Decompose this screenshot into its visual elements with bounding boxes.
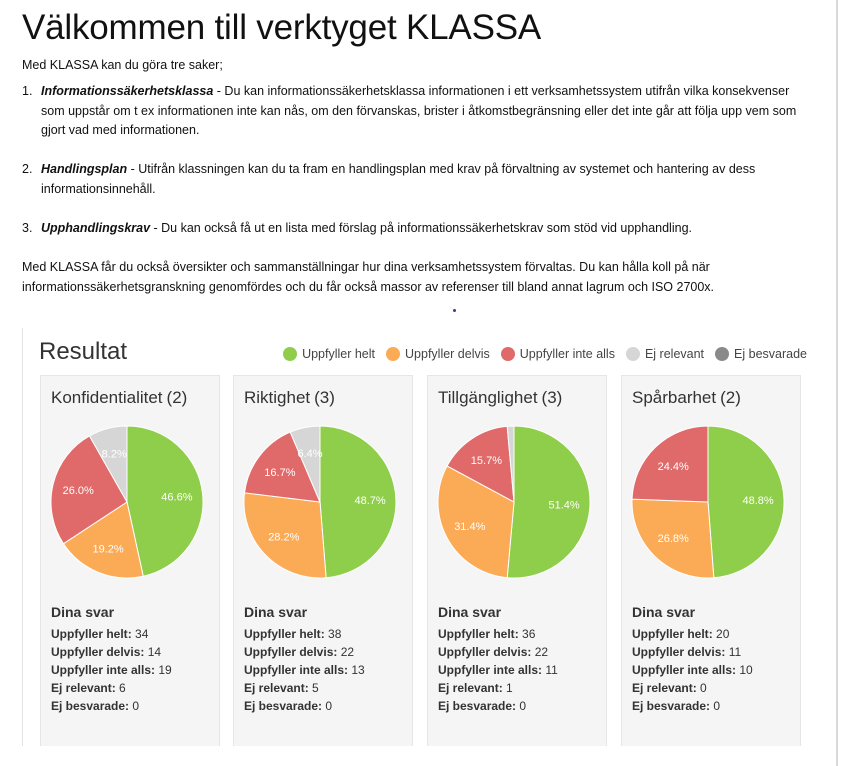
card-title-text: Tillgänglighet: [438, 388, 538, 407]
answer-value: 0: [325, 699, 333, 713]
answer-row-uppfyller-helt: [51, 625, 172, 643]
answer-value: 10: [739, 663, 753, 677]
answers-list: [438, 625, 558, 715]
card-title: [632, 388, 741, 408]
answer-row-ej-relevant: [632, 679, 753, 697]
legend-label: Uppfyller helt: [302, 347, 376, 361]
answer-value: 0: [713, 699, 721, 713]
card-count: (2): [720, 388, 741, 407]
answer-value: 36: [522, 627, 536, 641]
answer-row-ej-relevant: [244, 679, 365, 697]
pie-data-label: 26.8%: [657, 533, 689, 546]
feature-description: - Utifrån klassningen kan du ta fram en handlingsplan med krav på förvaltning av systemet och hantering av dess informationsinnehåll.: [41, 162, 756, 196]
pie-data-label: 8.2%: [101, 448, 127, 461]
pie-chart-riktighet[interactable]: [242, 424, 406, 588]
answer-value: 11: [728, 645, 742, 659]
card-title: [438, 388, 562, 408]
answer-value: 13: [351, 663, 365, 677]
answer-row-ej-besvarade: [244, 697, 365, 715]
answers-title: Dina svar: [51, 604, 115, 620]
answer-row-uppfyller-inte-alls: [244, 661, 365, 679]
card-sparbarhet: [621, 375, 801, 746]
answer-label: Ej besvarade :: [244, 699, 322, 713]
feature-description: - Du kan också få ut en lista med förslag på informationssäkerhetskrav som stöd vid upphandling.: [150, 220, 692, 235]
feature-description: - Du kan informationssäkerhetsklassa informationen i ett verksamhetssystem utifrån vilka konsekvenser som uppstår om t ex informationen inte kan nås, om den förvanskas, brister i åtkomstbegränsning eller det inte går att följa upp vem som gjort vad med informationen.: [41, 84, 797, 137]
legend-swatch: [501, 347, 515, 361]
card-title: [51, 388, 187, 408]
answer-label: Uppfyller delvis :: [632, 645, 725, 659]
answer-row-ej-besvarade: [438, 697, 558, 715]
answer-label: Ej relevant :: [51, 681, 116, 695]
answer-label: Uppfyller helt :: [438, 627, 519, 641]
legend-label: Uppfyller inte alls: [519, 347, 615, 361]
answer-value: 11: [545, 663, 558, 677]
pie-data-label: 16.7%: [264, 466, 296, 479]
legend-label: Ej relevant: [644, 347, 705, 361]
legend-swatch: [386, 347, 400, 361]
answer-value: 0: [519, 699, 527, 713]
answers-list: [244, 625, 365, 715]
pie-data-label: 46.6%: [161, 491, 193, 504]
answer-value: 5: [312, 681, 319, 695]
answer-value: 14: [147, 645, 162, 659]
pie-chart-sparbarhet[interactable]: [630, 424, 794, 588]
card-count: (2): [166, 388, 188, 407]
answer-row-uppfyller-delvis: [51, 643, 172, 661]
card-riktighet: [233, 375, 413, 746]
answer-label: Uppfyller inte alls :: [632, 663, 736, 677]
answer-label: Uppfyller inte alls :: [51, 663, 155, 677]
card-title-text: Riktighet: [244, 388, 311, 407]
answer-value: 1: [506, 681, 513, 695]
answer-label: Uppfyller helt :: [244, 627, 325, 641]
page-title: Välkommen till verktyget KLASSA: [22, 8, 542, 47]
answers-list: [51, 625, 172, 715]
feature-number: 1.: [22, 84, 33, 98]
pie-data-label: 6.4%: [297, 447, 323, 460]
card-count: (3): [314, 388, 335, 407]
card-title-text: Spårbarhet: [632, 388, 717, 407]
answer-row-uppfyller-inte-alls: [438, 661, 558, 679]
card-title-text: Konfidentialitet: [51, 388, 163, 407]
pie-data-label: 15.7%: [470, 455, 503, 468]
answer-label: Uppfyller delvis :: [438, 645, 531, 659]
feature-item-handlingsplan: [22, 160, 812, 199]
answers-title: Dina svar: [244, 604, 308, 620]
answer-row-uppfyller-inte-alls: [632, 661, 753, 679]
answer-row-ej-besvarade: [51, 697, 172, 715]
results-title: Resultat: [39, 338, 128, 365]
answer-label: Uppfyller delvis :: [51, 645, 144, 659]
outro-text: Med KLASSA får du också översikter och sammanställningar hur dina verksamhetssystem förvaltas. Du kan hålla koll på när informationssäkerhetsgranskning genomfördes och du får också massor av referenser till bland annat lagrum och ISO 2700x.: [22, 260, 715, 294]
answer-value: 6: [119, 681, 126, 695]
answer-row-ej-relevant: [51, 679, 172, 697]
pie-data-label: 26.0%: [62, 485, 94, 498]
card-konfidentialitet: [40, 375, 220, 746]
intro-text: Med KLASSA kan du göra tre saker;: [22, 58, 223, 72]
feature-name: Upphandlingskrav: [41, 220, 151, 235]
legend-item-ej-relevant[interactable]: [626, 347, 704, 361]
answer-label: Ej besvarade :: [632, 699, 710, 713]
answer-row-uppfyller-delvis: [632, 643, 753, 661]
answer-row-ej-besvarade: [632, 697, 753, 715]
answer-value: 20: [716, 627, 730, 641]
answers-list: [632, 625, 753, 715]
chart-legend: [283, 347, 807, 361]
answer-row-uppfyller-helt: [244, 625, 365, 643]
page-right-border: [836, 0, 838, 766]
answer-label: Uppfyller helt :: [632, 627, 713, 641]
legend-item-uppfyller-delvis[interactable]: [386, 347, 490, 361]
answer-value: 22: [534, 645, 549, 659]
answer-label: Ej relevant :: [244, 681, 309, 695]
answer-value: 0: [132, 699, 140, 713]
answer-label: Uppfyller inte alls :: [438, 663, 542, 677]
legend-label: Uppfyller delvis: [405, 347, 490, 361]
card-tillganglighet: [427, 375, 607, 746]
feature-list: [22, 82, 812, 258]
decorative-dot: [453, 309, 456, 312]
pie-data-label: 28.2%: [268, 531, 300, 544]
legend-swatch: [283, 347, 297, 361]
legend-swatch: [715, 347, 729, 361]
pie-data-label: 51.4%: [548, 499, 580, 512]
answer-row-uppfyller-helt: [632, 625, 753, 643]
answer-label: Uppfyller helt :: [51, 627, 132, 641]
answer-value: 0: [700, 681, 707, 695]
answers-title: Dina svar: [632, 604, 696, 620]
pie-chart-konfidentialitet[interactable]: [49, 424, 213, 588]
feature-number: 2.: [22, 162, 33, 176]
card-count: (3): [541, 388, 563, 407]
legend-item-uppfyller-helt[interactable]: [283, 347, 375, 361]
answers-title: Dina svar: [438, 604, 502, 620]
answer-label: Ej besvarade :: [438, 699, 516, 713]
answer-value: 34: [135, 627, 149, 641]
pie-data-label: 48.7%: [354, 495, 386, 507]
answer-row-uppfyller-delvis: [438, 643, 558, 661]
answer-row-uppfyller-helt: [438, 625, 558, 643]
pie-data-label: 19.2%: [92, 543, 124, 556]
feature-name: Informationssäkerhetsklassa: [41, 84, 214, 98]
answer-label: Ej besvarade :: [51, 699, 129, 713]
results-panel: [22, 328, 815, 746]
pie-data-label: 48.8%: [742, 495, 774, 508]
answer-row-uppfyller-delvis: [244, 643, 365, 661]
pie-chart-tillganglighet[interactable]: [436, 424, 600, 588]
feature-item-klassa: [22, 82, 812, 141]
legend-item-uppfyller-inte-alls[interactable]: [501, 347, 615, 361]
pie-data-label: 24.4%: [657, 460, 689, 473]
card-title: [244, 388, 335, 408]
answer-row-uppfyller-inte-alls: [51, 661, 172, 679]
answer-label: Ej relevant :: [438, 681, 503, 695]
feature-number: 3.: [22, 220, 33, 235]
answer-label: Uppfyller delvis :: [244, 645, 337, 659]
answer-row-ej-relevant: [438, 679, 558, 697]
answer-value: 22: [340, 645, 355, 659]
legend-label: Ej besvarade: [734, 347, 807, 361]
legend-swatch: [626, 347, 640, 361]
answer-label: Uppfyller inte alls :: [244, 663, 348, 677]
legend-item-ej-besvarade[interactable]: [715, 347, 807, 361]
answer-value: 38: [328, 627, 342, 641]
feature-item-upphandlingskrav: [22, 219, 812, 239]
feature-name: Handlingsplan: [41, 162, 128, 176]
answer-value: 19: [158, 663, 172, 677]
answer-label: Ej relevant :: [632, 681, 697, 695]
pie-data-label: 31.4%: [454, 520, 486, 533]
